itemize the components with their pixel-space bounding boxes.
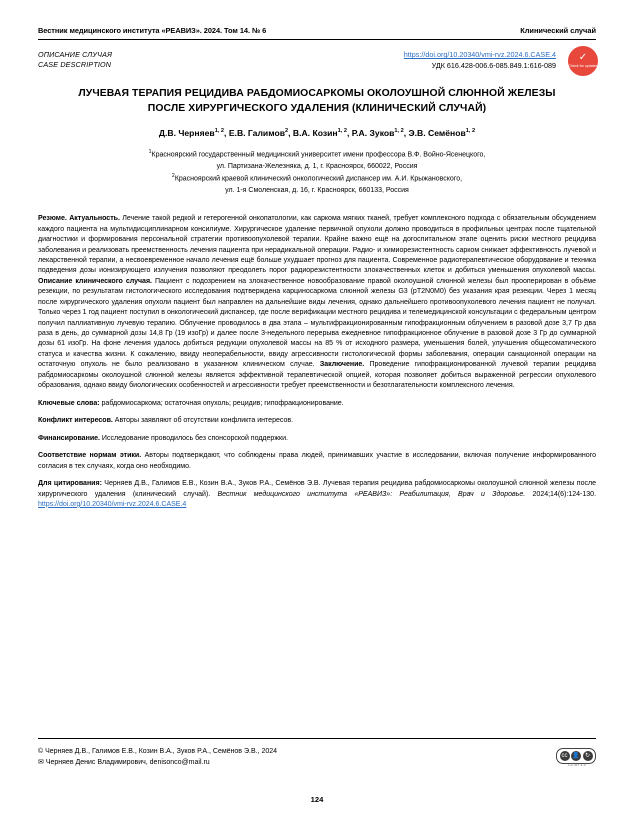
corresponding-author-line	[38, 757, 596, 768]
section-label-ru: ОПИСАНИЕ СЛУЧАЯ	[38, 50, 113, 59]
running-head-section: Клинический случай	[520, 26, 596, 35]
udk-code: УДК 616.428-006.6-085.849.1:616-089	[431, 60, 556, 70]
conflict-line	[38, 416, 596, 427]
envelope-icon: ✉	[38, 759, 44, 767]
ethics-label: Соответствие нормам этики.	[38, 452, 142, 460]
ethics-line	[38, 451, 596, 472]
keywords-text: рабдомиосаркома; остаточная опухоль; рецидив; гипофракционирование.	[101, 399, 344, 407]
keywords-line	[38, 399, 596, 410]
footer-divider	[38, 738, 596, 739]
crossmark-check-icon: ✓	[578, 52, 588, 64]
funding-text: Исследование проводилось без спонсорской поддержки.	[101, 434, 288, 442]
license-label: CC BY 4.0	[568, 763, 586, 767]
abstract-section	[38, 214, 596, 510]
ethics-text: Авторы подтверждают, что соблюдены права людей, принимавших участие в исследовании, включая получение информированного согласия в тех случаях, когда оно необходимо.	[38, 452, 596, 470]
abstract-label: Резюме.	[38, 215, 67, 223]
page-footer	[38, 738, 596, 804]
corresponding-author-text: Черняев Денис Владимирович, denisonco@mail.ru	[45, 759, 210, 767]
author-list: Д.В. Черняев$^{1, 2}$, Е.В. Галимов$^2$, В.А. Козин$^{1, 2}$, Р.А. Зуков$^{1, 2}$, Э.В. Семёнов$^{1, 2}$	[158, 128, 476, 139]
funding-line	[38, 434, 596, 445]
funding-label: Финансирование.	[38, 434, 100, 442]
abstract-paragraph	[38, 214, 596, 391]
page-number: 124	[310, 795, 324, 804]
footer-lines	[38, 746, 596, 786]
meta-row	[38, 50, 596, 72]
crossmark-label: Check for updates	[568, 64, 598, 69]
conflict-text: Авторы заявляют об отсутствии конфликта интересов.	[114, 417, 294, 425]
identifier-block	[404, 50, 596, 72]
citation-text: Черняев Д.В., Галимов Е.В., Козин В.А., Зуков Р.А., Семёнов Э.В. Лучевая терапия рецидива рабдомиосаркомы околоушной слюнной железы после хирургического удаления (клинический случай). Вестник медицинского института «РЕАВИЗ»: Реабилитация, Врач и Здоровье. 2024;14(6):124-130.	[38, 480, 597, 498]
section-labels	[38, 50, 112, 71]
page-title: ЛУЧЕВАЯ ТЕРАПИЯ РЕЦИДИВА РАБДОМИОСАРКОМЫ ОКОЛОУШНОЙ СЛЮННОЙ ЖЕЛЕЗЫ ПОСЛЕ ХИРУРГИЧЕСКОГО УДАЛЕНИЯ (КЛИНИЧЕСКИЙ СЛУЧАЙ)	[78, 87, 556, 114]
doi-link[interactable]: https://doi.org/10.20340/vmi-rvz.2024.6.CASE.4	[403, 50, 556, 59]
keywords-label: Ключевые слова:	[38, 399, 100, 407]
cc-circle-icon: cc	[561, 753, 568, 759]
affiliations: $^1$Красноярский государственный медицинский университет имени профессора В.Ф. Войно-Ясенецкого, ул. Партизана-Железняка, д. 1, г. Красноярск, 660022, Россия $^2$Красноярский краевой клинический онкологический диспансер им. А.И. Крыжановского, ул. 1-я Смоленская, д. 16, г. Красноярск, 660133, Россия	[148, 149, 486, 195]
cc-sa-icon: ↻	[583, 751, 593, 761]
running-head-journal: Вестник медицинского института «РЕАВИЗ». 2024. Том 14. № 6	[38, 26, 267, 35]
creative-commons-icon[interactable]	[556, 748, 596, 764]
section-label-en: CASE DESCRIPTION	[38, 60, 112, 70]
crossmark-badge-icon[interactable]	[566, 44, 600, 78]
header-divider	[38, 39, 596, 40]
citation-label: Для цитирования:	[38, 480, 102, 488]
conflict-label: Конфликт интересов.	[38, 417, 113, 425]
citation-line	[38, 479, 596, 510]
copyright-line: © Черняев Д.В., Галимов Е.В., Козин В.А., Зуков Р.А., Семёнов Э.В., 2024	[38, 748, 278, 755]
citation-doi-link[interactable]: https://doi.org/10.20340/vmi-rvz.2024.6.CASE.4	[38, 500, 187, 508]
abstract-body: Актуальность. Лечение такой редкой и гетерогенной онкопатологии, как саркома мягких тканей, требует комплексного подхода с обязательным обсуждением каждого пациента на мультидисциплинарном консилиуме. Хирургическое удаление первичной опухоли должно проводиться в профильных центрах после тщательной диагностики и формирования персональной стратегии противоопухолевой терапии. Крайне важно ещё на догоспитальном этапе оценить риски местного рецидива заболевания и реализовать преемственность лечения пациента при нерадикальной операции. Радио- и химиорезистентность сарком снижает эффективность лучевой и лекарственной терапии, а несвоевременное начало лечения ещё больше ухудшает прогноз для пациента. Современное радиотерапевтическое оборудование и техника подведения дозы ионизирующего излучения позволяют преодолеть порог радиорезистентности злокачественных клеток и добиться уменьшения опухолевой массы. Описание клинического случая. Пациент с подозрением на злокачественное новообразование правой околоушной слюнной железы был прооперирован в объёме резекции, по результатам гистологического исследования подтверждена карциносаркома слюнной железы G3 (pT2N0M0) без указания края резекции. Через 1 месяц после хирургического удаления опухоли пациент был направлен на дальнейшие виды лечения, однако дальнейшего противоопухолевого лечения пациент не получал. Только через 1 год пациент поступил в онкологический диспансер, где после верификации местного рецидива и телемедицинской консультации с федеральным центром получил паллиативную лучевую терапию. Облучение проводилось в два этапа – мультифракционированным гипофракционным облучением в разовой дозе 3,7 Гр два раза в день, до суммарной дозы 14,8 Гр (19 изоГр) и далее после 3-недельного перерыва ежедневное гипофракционное облучение в разовой дозе 3 Гр до суммарной дозы 61 изоГр. На фоне лечения удалось добиться редукции опухолевой массы на 85 % от исходного размера, уменьшения болей, улучшения общесоматического статуса и качества жизни. К сожалению, ввиду неоперабельности, ввиду агрессивности гистологической формы заболевания, операции санационной операции на остаточную опухоль не было реализовано в указанном клиническом случае. Заключение. Проведение гипофракционированной лучевой терапии рецидива рабдомиосаркомы околоушной слюнной железы является эффективной терапевтической опцией, которая позволяет добиться выраженной регрессии опухолевого образования, однако ввиду биологических особенностей и агрессивности требует преемственности и безотлагательности комплексного лечения.	[38, 215, 596, 390]
cc-by-icon: 👤	[572, 753, 580, 759]
page-content	[38, 26, 596, 517]
running-head	[38, 26, 596, 39]
